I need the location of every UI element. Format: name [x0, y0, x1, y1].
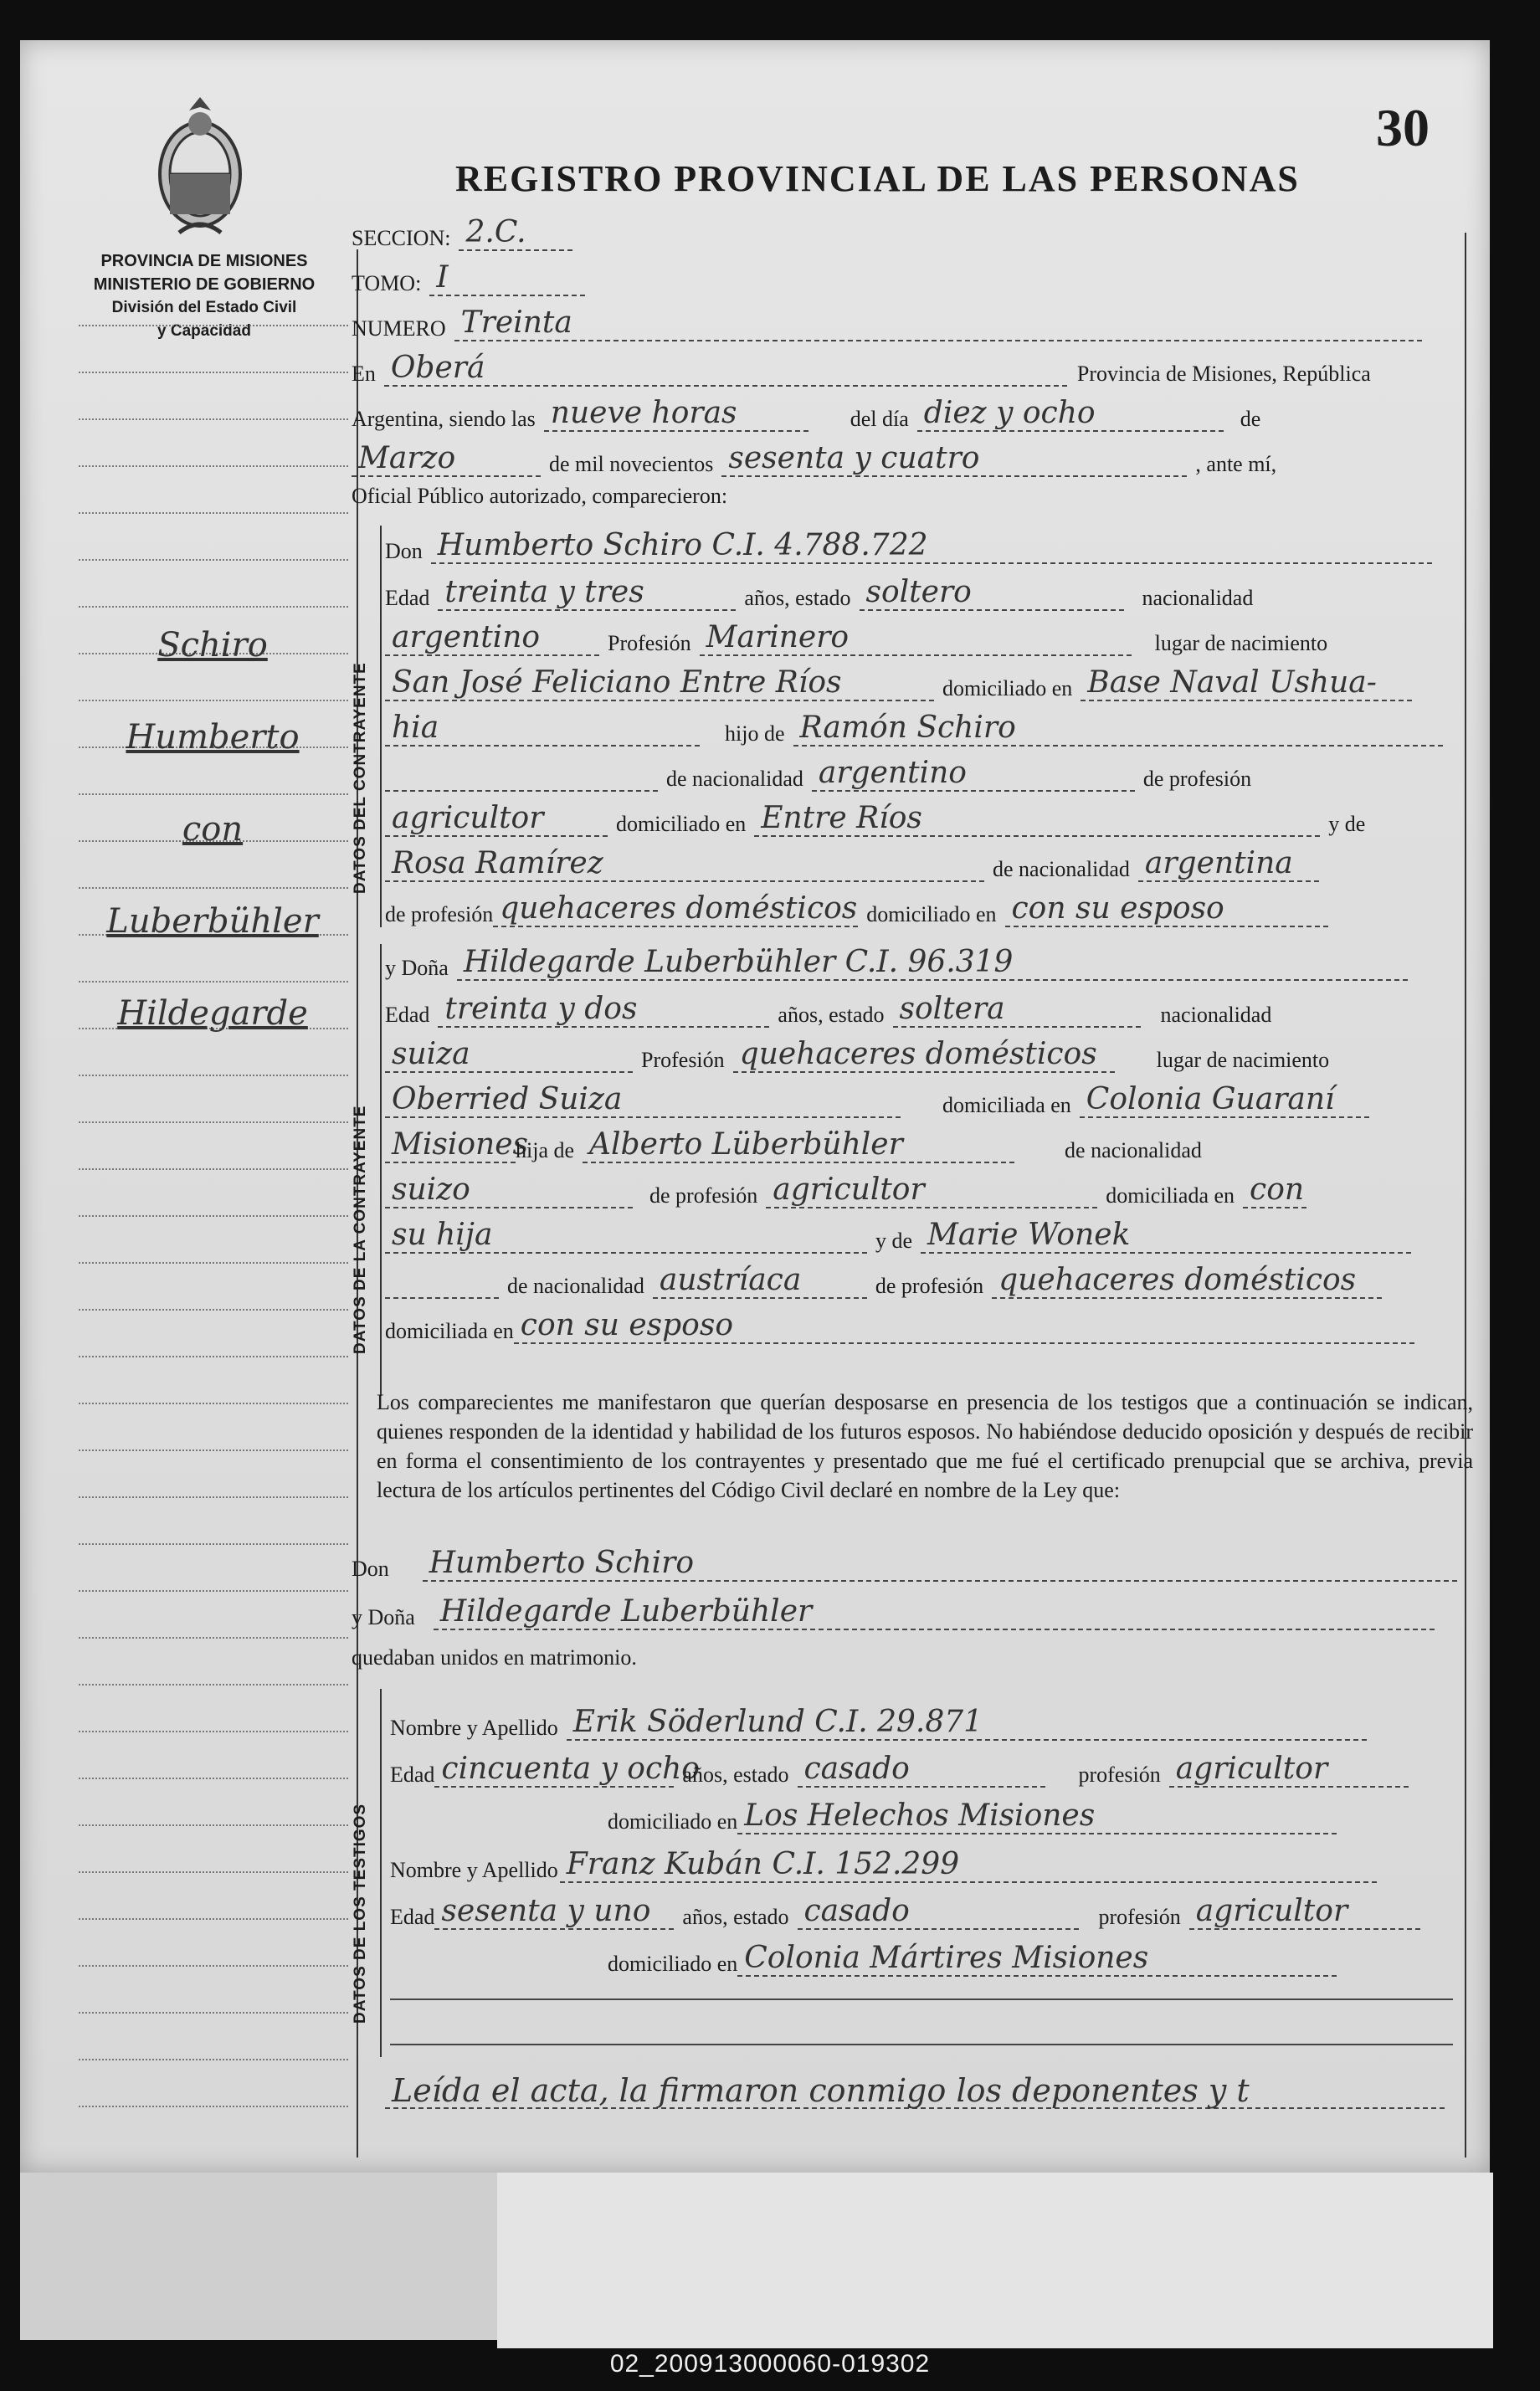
domiciliado-label: domiciliado en — [942, 676, 1073, 700]
argentina-text: Argentina, siendo las — [352, 407, 536, 431]
argentine-coat-of-arms-icon — [146, 90, 254, 241]
don-label: Don — [385, 539, 423, 563]
groom-father: Ramón Schiro — [793, 711, 1443, 747]
contrayente-side-label: DATOS DEL CONTRAYENTE — [352, 662, 369, 894]
groom-father-nac-row — [385, 757, 1251, 792]
groom-mother-prof-row — [385, 892, 1337, 927]
bride-father-dom-cont: su hija — [385, 1219, 867, 1254]
seccion-value: 2.C. — [459, 216, 572, 251]
t1-edad-row — [390, 1752, 1417, 1788]
del-dia-label: del día — [850, 407, 909, 431]
groom-prof-row — [385, 621, 1327, 656]
nacionalidad-label: nacionalidad — [1142, 586, 1254, 610]
decl-don-label: Don — [352, 1557, 389, 1581]
edad-label: Edad — [385, 586, 430, 610]
t1-anios-label: años, estado — [682, 1762, 789, 1787]
bride-prof-row — [385, 1038, 1329, 1073]
margin-note-name-bride: Hildegarde — [117, 994, 308, 1033]
anio-value: sesenta y cuatro — [721, 442, 1187, 477]
oficial-text: Oficial Público autorizado, comparecieron: — [352, 484, 728, 508]
numero-value: Treinta — [454, 306, 1422, 341]
groom-father-blank — [385, 757, 658, 792]
groom-domicilio-cont: hia — [385, 711, 700, 747]
bride-father-prof: agricultor — [766, 1173, 1097, 1208]
groom-mother-dom: con su esposo — [1005, 892, 1328, 927]
bride-profesion: quehaceres domésticos — [733, 1038, 1115, 1073]
right-border — [1465, 233, 1466, 2158]
bride-name: Hildegarde Luberbühler C.I. 96.319 — [457, 946, 1408, 981]
dona-label: y Doña — [385, 956, 449, 980]
bride-dom-row — [385, 1083, 1378, 1118]
t2-prof-label: profesión — [1098, 1905, 1181, 1929]
t1-dom-row — [608, 1799, 1345, 1834]
groom-nacionalidad: argentino — [385, 621, 599, 656]
bride-mother-row — [385, 1219, 1419, 1254]
t2-nombre-label: Nombre y Apellido — [390, 1858, 558, 1882]
hora-value: nueve horas — [544, 397, 808, 432]
en-label: En — [352, 362, 376, 386]
decl-cierre-row — [352, 1645, 637, 1670]
groom-name: Humberto Schiro C.I. 4.788.722 — [431, 529, 1432, 564]
profesion-label: Profesión — [608, 631, 691, 655]
bride-edad-label: Edad — [385, 1003, 430, 1027]
tomo-value: I — [429, 261, 585, 296]
bride-domicilio-cont: Misiones — [385, 1128, 516, 1163]
groom-father-prof-row — [385, 802, 1365, 837]
t2-estado: casado — [798, 1895, 1079, 1930]
mes-row — [352, 442, 1276, 477]
office-division-2: y Capacidad — [157, 322, 251, 340]
scan-file-label: 02_200913000060-019302 — [609, 2350, 931, 2378]
t1-dom-label: domiciliado en — [608, 1809, 738, 1834]
office-ministry: MINISTERIO DE GOBIERNO — [93, 275, 316, 294]
t2-nombre: Franz Kubán C.I. 152.299 — [560, 1848, 1377, 1883]
bride-hija-row — [385, 1128, 1202, 1163]
groom-mother-nac: argentina — [1138, 847, 1319, 882]
mother-nac-label: de nacionalidad — [993, 857, 1130, 881]
father-prof-label: de profesión — [1142, 767, 1252, 791]
hora-row — [352, 397, 1260, 432]
bride-father-nac: suizo — [385, 1173, 633, 1208]
bride-mother-blank — [385, 1264, 499, 1299]
bride-mother-dom-label: domiciliada en — [385, 1319, 514, 1343]
t2-edad-row — [390, 1895, 1429, 1930]
groom-dom-row — [385, 666, 1420, 701]
t1-prof: agricultor — [1169, 1752, 1409, 1788]
page-number: 30 — [1376, 98, 1430, 157]
issuing-office — [54, 249, 355, 343]
margin-note-name-groom: Humberto — [126, 718, 300, 757]
bride-edad-row — [385, 993, 1271, 1028]
decl-cierre: quedaban unidos en matrimonio. — [352, 1645, 637, 1670]
testigos-blank-line-2 — [390, 2044, 1453, 2045]
tomo-row — [352, 261, 593, 296]
t2-dom: Colonia Mártires Misiones — [737, 1942, 1337, 1977]
father-dom-label: domiciliado en — [616, 812, 747, 836]
bride-estado: soltera — [893, 993, 1141, 1028]
seccion-label: SECCION: — [352, 226, 451, 250]
anios-estado-label: años, estado — [744, 586, 851, 610]
groom-father-prof: agricultor — [385, 802, 608, 837]
contrayente-bracket — [380, 526, 382, 927]
mother-dom-label: domiciliado en — [866, 902, 997, 926]
bride-anios-label: años, estado — [778, 1003, 885, 1027]
t1-estado: casado — [798, 1752, 1045, 1788]
mother-prof-label: de profesión — [385, 902, 494, 926]
below-page-paper — [497, 2173, 1493, 2348]
t2-anios-label: años, estado — [682, 1905, 789, 1929]
father-nac-label: de nacionalidad — [666, 767, 803, 791]
decl-don-name: Humberto Schiro — [423, 1547, 1457, 1582]
office-province: PROVINCIA DE MISIONES — [100, 252, 308, 270]
hijo-label: hijo de — [725, 721, 785, 746]
bride-father-nac-label: de nacionalidad — [1065, 1138, 1202, 1162]
bride-mother-prof-label: de profesión — [875, 1274, 984, 1298]
margin-note-surname-bride: Luberbühler — [106, 902, 319, 941]
bride-father-prof-label: de profesión — [649, 1183, 758, 1208]
t2-edad-label: Edad — [390, 1905, 435, 1929]
groom-father-dom: Entre Ríos — [754, 802, 1320, 837]
decl-dona-label: y Doña — [352, 1605, 415, 1629]
decl-don-row — [352, 1547, 1466, 1582]
bride-father-dom-label: domiciliada en — [1106, 1183, 1235, 1208]
de-label: de — [1240, 407, 1261, 431]
testigos-blank-line-1 — [390, 1998, 1453, 2000]
groom-domicilio: Base Naval Ushua- — [1081, 666, 1412, 701]
margin-note-surname-groom: Schiro — [157, 626, 268, 664]
t1-edad-label: Edad — [390, 1762, 435, 1787]
bride-domicilio: Colonia Guaraní — [1080, 1083, 1369, 1118]
lugar-nac-label: lugar de nacimiento — [1154, 631, 1328, 655]
bride-domiciliada-label: domiciliada en — [942, 1093, 1071, 1117]
seccion-row — [352, 216, 581, 251]
decl-dona-row — [352, 1595, 1443, 1630]
groom-lugar-nac: San José Feliciano Entre Ríos — [385, 666, 934, 701]
bride-father-prof-row — [385, 1173, 1315, 1208]
bride-mother-prof: quehaceres domésticos — [992, 1264, 1382, 1299]
groom-father-nac: argentino — [812, 757, 1135, 792]
groom-mother-prof: quehaceres domésticos — [493, 892, 858, 927]
margin-note-con: con — [182, 810, 244, 849]
t2-nombre-row — [390, 1848, 1385, 1883]
provincia-text: Provincia de Misiones, República — [1076, 362, 1371, 386]
bride-edad: treinta y dos — [438, 993, 769, 1028]
office-division: División del Estado Civil — [111, 299, 297, 316]
t2-prof: agricultor — [1189, 1895, 1420, 1930]
bride-lugar-nac-label: lugar de nacimiento — [1156, 1048, 1330, 1072]
bride-mother: Marie Wonek — [921, 1219, 1411, 1254]
bride-profesion-label: Profesión — [641, 1048, 725, 1072]
t1-dom: Los Helechos Misiones — [737, 1799, 1337, 1834]
testigos-bracket — [380, 1689, 382, 2057]
bride-nacionalidad: suiza — [385, 1038, 633, 1073]
don-row — [385, 529, 1440, 564]
dona-row — [385, 946, 1416, 981]
bride-father: Alberto Lüberbühler — [583, 1128, 1014, 1163]
contrayenta-side-label: DATOS DE LA CONTRAYENTE — [352, 1105, 369, 1354]
numero-label: NUMERO — [352, 316, 446, 341]
tomo-label: TOMO: — [352, 271, 422, 295]
bride-mother-dom-row — [385, 1309, 1423, 1344]
lugar-value: Oberá — [384, 351, 1067, 387]
t2-edad: sesenta y uno — [434, 1895, 674, 1930]
groom-edad: treinta y tres — [438, 576, 736, 611]
declaration-paragraph: Los comparecientes me manifestaron que querían desposarse en presencia de los testigos que a continuación se indican, quienes responden de la identidad y habilidad de los futuros esposos. No habiéndose deducido oposición y después de recibir en forma el consentimiento de los contrayentes y presentado que me fué el certificado prenupcial que se archiva, previa lectura de los artículos pertinentes del Código Civil declaré en nombre de la Ley que: — [377, 1390, 1473, 1502]
numero-row — [352, 306, 1430, 341]
testigos-side-label: DATOS DE LOS TESTIGOS — [352, 1803, 369, 2024]
bride-lugar-nac: Oberried Suiza — [385, 1083, 901, 1118]
decl-dona-name: Hildegarde Luberbühler — [434, 1595, 1435, 1630]
t1-nombre-row — [390, 1706, 1375, 1741]
ante-label: , ante mí, — [1195, 452, 1277, 476]
y-de-label: y de — [1328, 812, 1366, 836]
lugar-row — [352, 351, 1371, 387]
bride-y-de-label: y de — [875, 1229, 913, 1253]
mil-label: de mil novecientos — [549, 452, 714, 476]
document-title: REGISTRO PROVINCIAL DE LAS PERSONAS — [455, 158, 1300, 199]
contrayenta-bracket — [380, 944, 382, 1396]
bride-nacionalidad-label: nacionalidad — [1160, 1003, 1272, 1027]
groom-profesion: Marinero — [700, 621, 1132, 656]
bride-mother-nac-row — [385, 1264, 1390, 1299]
dia-value: diez y ocho — [917, 397, 1224, 432]
below-page-shadow — [20, 2173, 497, 2340]
mes-value: Marzo — [352, 442, 541, 477]
bride-mother-dom: con su esposo — [514, 1309, 1414, 1344]
bride-mother-nac: austríaca — [653, 1264, 867, 1299]
bride-mother-nac-label: de nacionalidad — [507, 1274, 644, 1298]
groom-estado: soltero — [860, 576, 1124, 611]
firma-row — [385, 2074, 1453, 2109]
t2-dom-label: domiciliado en — [608, 1952, 738, 1976]
groom-hijo-row — [385, 711, 1451, 747]
groom-mother-row — [385, 847, 1327, 882]
t1-prof-label: profesión — [1078, 1762, 1161, 1787]
t1-edad: cincuenta y ocho — [434, 1752, 674, 1788]
t1-nombre-label: Nombre y Apellido — [390, 1716, 558, 1740]
firma-text: Leída el acta, la firmaron conmigo los deponentes y t — [385, 2074, 1445, 2109]
t2-dom-row — [608, 1942, 1345, 1977]
hija-label: hija de — [516, 1138, 575, 1162]
groom-edad-row — [385, 576, 1253, 611]
groom-mother: Rosa Ramírez — [385, 847, 984, 882]
bride-father-dom: con — [1243, 1173, 1306, 1208]
oficial-row — [352, 484, 727, 509]
document-page — [20, 40, 1490, 2173]
t1-nombre: Erik Söderlund C.I. 29.871 — [567, 1706, 1367, 1741]
